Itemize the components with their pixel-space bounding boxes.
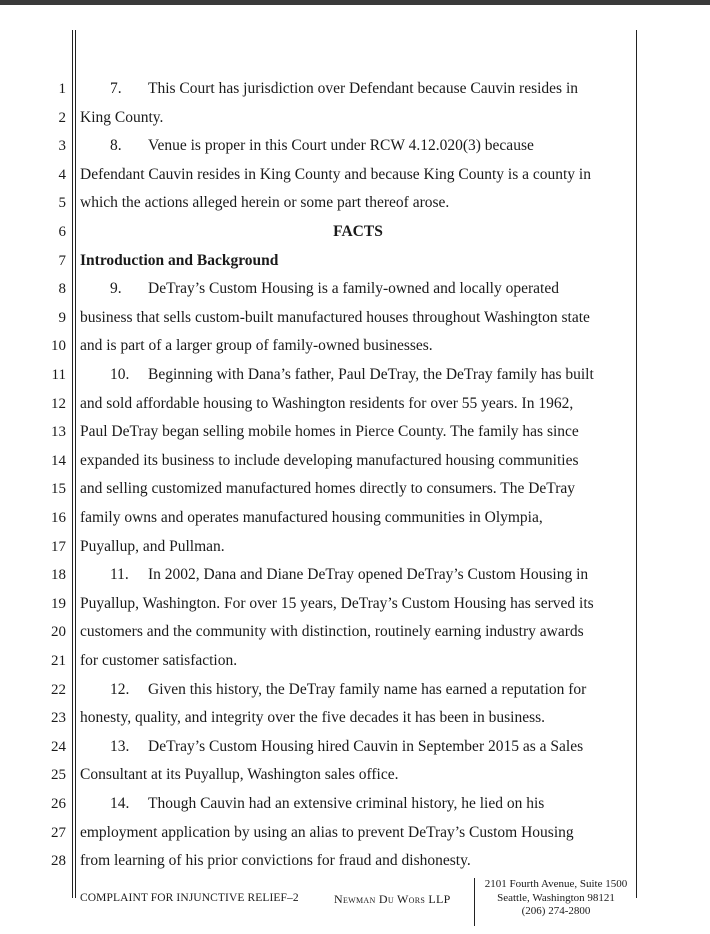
body-text-line [80,733,636,762]
line-number: 17 [51,538,66,555]
body-text-line [80,761,636,790]
line-number: 8 [58,281,66,298]
body-text-line [80,504,636,533]
line-text: honesty, quality, and integrity over the five decades it has been in business. [80,709,546,727]
line-number: 10 [51,338,66,355]
body-text-line [80,676,636,705]
top-border-bar [0,0,710,5]
line-text: from learning of his prior convictions for fraud and dishonesty. [80,852,471,870]
footer-address-line-3: (206) 274-2800 [521,905,591,917]
body-text-line [80,647,636,676]
body-text-line [80,790,636,819]
line-text: and selling customized manufactured homes directly to consumers. The DeTray [80,480,576,498]
body-text-line [80,275,636,304]
line-text: Consultant at its Puyallup, Washington sales office. [80,766,399,784]
subsection-heading [80,247,636,276]
line-text: Puyallup, Washington. For over 15 years, DeTray’s Custom Housing has served its [80,594,594,612]
body-text-line [80,590,636,619]
line-number: 16 [51,510,66,526]
paragraph-number: 8. [110,137,122,155]
footer-address-line-2: Seattle, Washington 98121 [497,891,615,904]
line-text: Though Cauvin had an extensive criminal history, he lied on his [148,795,545,812]
line-number: 18 [51,567,66,584]
line-text: Paul DeTray began selling mobile homes in Pierce County. The family has since [80,423,579,441]
line-text: Venue is proper in this Court under RCW 4.12.020(3) because [148,137,534,155]
line-number: 2 [58,109,66,126]
line-text: for customer satisfaction. [80,652,238,669]
body-text-line [80,75,636,104]
line-number: 4 [58,166,66,183]
line-number: 20 [51,624,66,641]
footer-address-line-1: 2101 Fourth Avenue, Suite 1500 [484,878,628,890]
paragraph-number: 13. [110,737,130,755]
line-text: employment application by using an alias to prevent DeTray’s Custom Housing [80,823,574,841]
line-number: 24 [51,738,66,755]
line-number: 7 [58,252,66,269]
page-footer [0,876,710,934]
body-text-line [80,361,636,390]
line-text: Puyallup, and Pullman. [80,537,225,555]
body-text-line [80,475,636,504]
line-text: business that sells custom-built manufactured houses throughout Washington state [80,308,590,326]
line-text: King County. [80,108,164,126]
line-text: Introduction and Background [80,251,279,269]
line-text: This Court has jurisdiction over Defendant because Cauvin resides in [148,80,579,97]
line-number: 5 [58,195,66,212]
footer-caption: COMPLAINT FOR INJUNCTIVE RELIEF–2 [80,892,299,904]
line-number: 26 [51,796,66,812]
body-text-line [80,704,636,733]
line-text: Beginning with Dana’s father, Paul DeTray, the DeTray family has built [148,366,594,383]
body-text-line [80,561,636,590]
section-heading [80,218,636,247]
line-text: and sold affordable housing to Washington residents for over 55 years. In 1962, [80,394,574,412]
line-text: expanded its business to include developing manufactured housing communities [80,451,579,469]
paragraph-number: 7. [110,80,122,97]
line-number: 19 [51,595,66,612]
footer-address [476,878,636,919]
footer-divider-left [474,878,475,926]
left-margin-rule-outer [72,30,73,898]
body-text-line [80,104,636,133]
line-text: FACTS [333,223,383,240]
paragraph-number: 10. [110,366,130,383]
right-margin-rule [636,30,637,898]
line-number: 27 [51,824,66,841]
line-number: 13 [51,424,66,441]
body-text-line [80,533,636,562]
line-text: family owns and operates manufactured housing communities in Olympia, [80,509,543,526]
line-number: 25 [51,767,66,784]
line-number: 3 [58,138,66,155]
body-text-line [80,418,636,447]
line-text: which the actions alleged herein or some part thereof arose. [80,194,450,212]
body-text-line [80,847,636,876]
line-text: and is part of a larger group of family-owned businesses. [80,337,433,355]
line-number: 1 [58,81,66,97]
line-number: 21 [51,653,66,669]
line-number: 11 [51,367,66,383]
line-text: customers and the community with distinction, routinely earning industry awards [80,623,584,641]
line-number: 23 [51,710,66,727]
line-text: DeTray’s Custom Housing is a family-owned and locally operated [148,280,559,298]
body-text-line [80,447,636,476]
paragraph-number: 9. [110,280,122,298]
line-number: 14 [51,452,66,469]
line-text: Given this history, the DeTray family name has earned a reputation for [148,680,587,698]
body-text-line [80,189,636,218]
line-text: DeTray’s Custom Housing hired Cauvin in September 2015 as a Sales [148,737,584,755]
line-number: 6 [58,224,66,240]
paragraph-number: 12. [110,680,130,698]
paragraph-number: 14. [110,795,130,812]
footer-firm-name: Newman Du Wors LLP [334,892,451,906]
paragraph-number: 11. [110,566,129,584]
line-number: 9 [58,309,66,326]
line-number: 28 [51,853,66,870]
body-text-line [80,161,636,190]
body-text-line [80,332,636,361]
line-number: 15 [51,481,66,498]
body-text-line [80,390,636,419]
body-text-line [80,618,636,647]
left-margin-rule-inner [75,30,76,898]
line-number: 12 [51,395,66,412]
line-text: In 2002, Dana and Diane DeTray opened DeTray’s Custom Housing in [148,566,589,584]
line-number: 22 [51,681,66,698]
body-text-line [80,304,636,333]
line-text: Defendant Cauvin resides in King County and because King County is a county in [80,165,591,183]
body-text-line [80,819,636,848]
body-text-line [80,132,636,161]
